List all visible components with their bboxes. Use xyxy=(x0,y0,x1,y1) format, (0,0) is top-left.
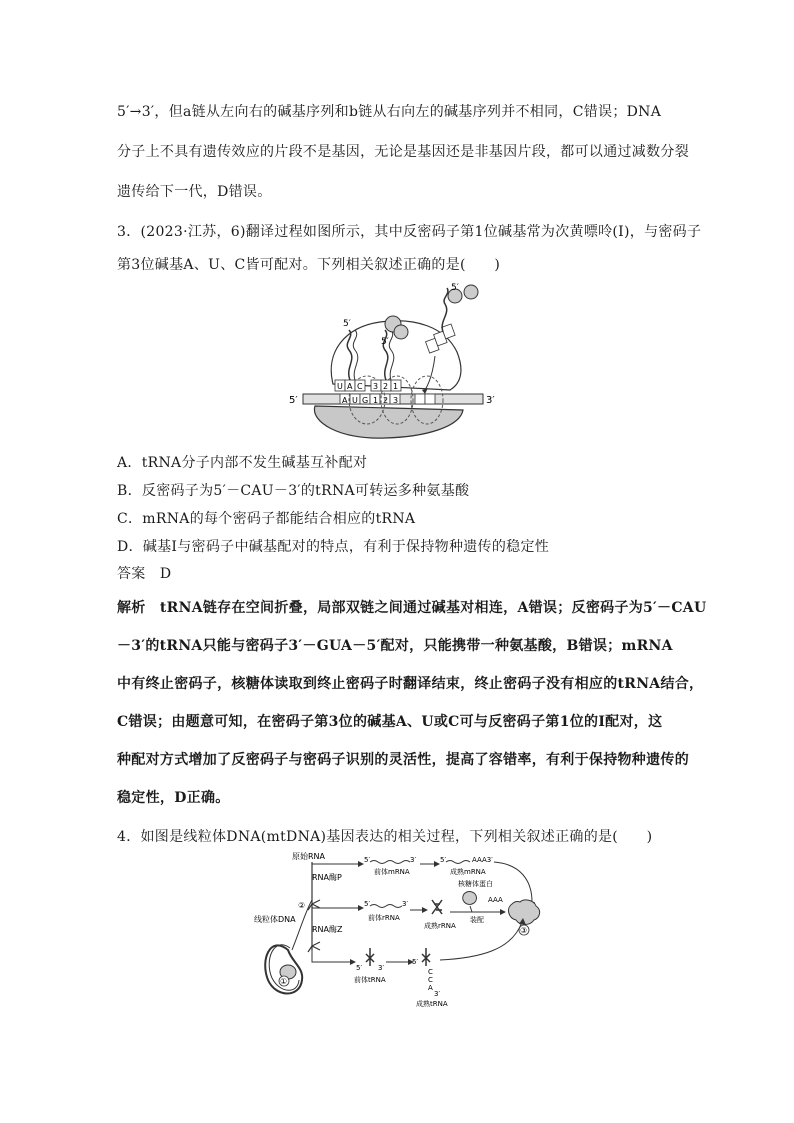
mrna-5-prime: 5′ xyxy=(289,395,298,406)
circle-3: ③ xyxy=(520,926,528,935)
trna-5-prime: 5′ xyxy=(343,319,351,329)
three-prime: 3′ xyxy=(434,990,441,998)
answer: 答案 D xyxy=(117,566,172,582)
original-rna-label: 原始RNA xyxy=(292,852,326,861)
analysis-line: 解析 tRNA链存在空间折叠，局部双链之间通过碱基对相连，A错误；反密码子为5′－CAU xyxy=(117,600,707,616)
translation-figure xyxy=(285,282,505,442)
question-3-stem: 3．(2023·江苏，6)翻译过程如图所示，其中反密码子第1位碱基常为次黄嘌呤(I)，与密码子 xyxy=(117,224,702,240)
aaa3-label: AAA3′ xyxy=(472,856,493,864)
assembly-label: 装配 xyxy=(470,916,484,924)
three-prime: 3′ xyxy=(402,900,409,908)
pre-trna-label: 前体tRNA xyxy=(354,976,386,984)
analysis-line: 种配对方式增加了反密码子与密码子识别的灵活性，提高了容错率，有利于保持物种遗传的 xyxy=(117,752,689,768)
mtdna-expression-figure xyxy=(250,850,560,1010)
mature-rrna-shape xyxy=(432,900,442,914)
ribosomal-protein-label: 核糖体蛋白 xyxy=(458,880,493,888)
amino-acid xyxy=(394,325,408,339)
analysis-line: 中有终止密码子，核糖体读取到终止密码子时翻译结束，终止密码子没有相应的tRNA结合， xyxy=(117,676,704,692)
three-prime: 3′ xyxy=(410,856,417,864)
option-a: A．tRNA分子内部不发生碱基互补配对 xyxy=(117,455,368,471)
anticodon-base: 3 xyxy=(373,382,379,391)
five-prime: 5′ xyxy=(440,856,447,864)
circle-2: ② xyxy=(298,901,306,910)
trna-5-prime: 5′ xyxy=(451,283,459,293)
codon-base: G xyxy=(362,396,369,405)
anticodon-base: C xyxy=(357,382,363,391)
five-prime: 5′ xyxy=(412,958,419,966)
anticodon-base: A xyxy=(347,382,353,391)
mature-trna-shape xyxy=(422,948,430,966)
rnase-z-label: RNA酶Z xyxy=(312,925,343,934)
anticodon-base: 1 xyxy=(393,382,399,391)
cca-a: A xyxy=(428,984,433,992)
codon-base: U xyxy=(352,396,358,405)
codon-base: A xyxy=(342,396,348,405)
option-b: B．反密码子为5′－CAU－3′的tRNA可转运多种氨基酸 xyxy=(117,483,470,499)
pre-trna-shape xyxy=(366,948,374,966)
codon-base: 1 xyxy=(373,396,379,405)
cca-c: C xyxy=(428,968,433,976)
ribosome-small-subunit xyxy=(314,406,463,438)
text-line: 遗传给下一代，D错误。 xyxy=(117,184,272,200)
option-c: C．mRNA的每个密码子都能结合相应的tRNA xyxy=(117,511,416,527)
mature-trna-label: 成熟tRNA xyxy=(416,1000,448,1008)
text-line: 5′→3′，但a链从左向右的碱基序列和b链从右向左的碱基序列并不相同，C错误；DNA xyxy=(117,104,662,120)
analysis-line: 稳定性，D正确。 xyxy=(117,790,230,806)
circle-1: ① xyxy=(280,977,288,986)
mito-dna-label: 线粒体DNA xyxy=(254,915,296,924)
five-prime: 5′ xyxy=(364,856,371,864)
analysis-line: C错误；由题意可知，在密码子第3位的碱基A、U或C可与反密码子第1位的I配对，这 xyxy=(117,714,663,730)
anticodon-base: 2 xyxy=(383,382,389,391)
five-prime: 5′ xyxy=(364,900,371,908)
option-d: D．碱基I与密码子中碱基配对的特点，有利于保持物种遗传的稳定性 xyxy=(117,539,550,555)
analysis-line: －3′的tRNA只能与密码子3′－GUA－5′配对，只能携带一种氨基酸，B错误；mRNA xyxy=(117,638,673,654)
anticodon-base: U xyxy=(337,382,343,391)
five-prime: 5′ xyxy=(356,964,363,972)
mrna-3-prime: 3′ xyxy=(486,395,495,406)
text-line: 分子上不具有遗传效应的片段不是基因，无论是基因还是非基因片段，都可以通过减数分裂 xyxy=(117,144,689,160)
cca-c: C xyxy=(428,976,433,984)
amino-acid xyxy=(464,285,478,299)
three-prime: 3′ xyxy=(378,964,385,972)
mature-rrna-label: 成熟rRNA xyxy=(424,922,456,930)
ribosomal-protein xyxy=(463,892,477,905)
codon-base: 2 xyxy=(383,396,389,405)
rnase-p-label: RNA酶P xyxy=(312,873,342,882)
aaa-label: AAA xyxy=(488,896,503,904)
trna-5-prime: 5′ xyxy=(381,337,389,347)
mature-mrna-label: 成熟mRNA xyxy=(450,868,486,876)
question-3-stem: 第3位碱基A、U、C皆可配对。下列相关叙述正确的是( ) xyxy=(117,257,501,273)
pre-rrna-label: 前体rRNA xyxy=(368,914,400,922)
codon-base: 3 xyxy=(393,396,399,405)
pre-mrna-label: 前体mRNA xyxy=(374,868,410,876)
question-4-stem: 4．如图是线粒体DNA(mtDNA)基因表达的相关过程，下列相关叙述正确的是( ) xyxy=(117,829,653,845)
